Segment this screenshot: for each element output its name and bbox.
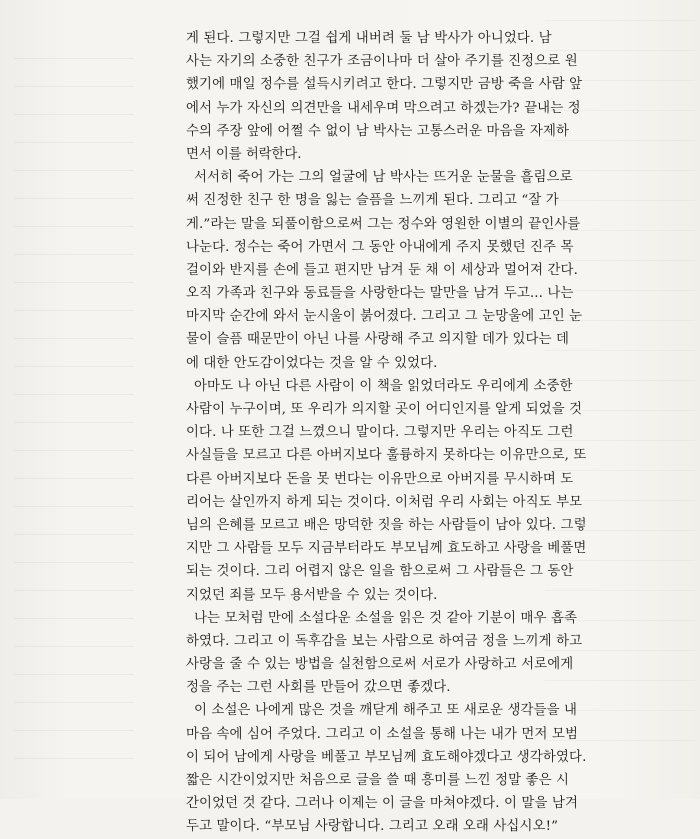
text-line: 나는 모처럼 만에 소설다운 소설을 읽은 것 같아 기분이 매우 흡족 (194, 610, 578, 626)
text-line: 사실들을 모르고 다른 아버지보다 훌륭하지 못하다는 이유만으로, 또 (186, 448, 587, 464)
text-line: 마지막 순간에 와서 눈시울이 붉어졌다. 그리고 그 눈망울에 고인 눈 (186, 309, 583, 325)
text-line: 정을 주는 그런 사회를 만들어 갔으면 좋겠다. (186, 680, 451, 696)
text-line: 아마도 나 아닌 다른 사람이 이 책을 읽었더라도 우리에게 소중한 (194, 378, 573, 394)
text-line: 하였다. 그리고 이 독후감을 보는 사람으로 하여금 정을 느끼게 하고 (186, 633, 583, 649)
text-line: 두고 말이다. “부모님 사랑합니다. 그리고 오래 오래 사십시오!” (186, 819, 559, 835)
text-line: 사랑을 줄 수 있는 방법을 실천함으로써 서로가 사랑하고 서로에게 (186, 657, 574, 673)
text-line: 했기에 매일 정수를 설득시키려고 한다. 그렇지만 금방 죽을 사람 앞 (186, 77, 583, 93)
text-line: 사는 자기의 소중한 친구가 조금이나마 더 살아 주기를 진정으로 원 (186, 54, 578, 70)
text-line: 님의 은혜를 모르고 배은 망덕한 짓을 하는 사람들이 남아 있다. 그렇 (186, 517, 587, 533)
text-line: 에서 누가 자신의 의견만을 내세우며 막으려고 하겠는가? 끝내는 정 (186, 100, 581, 116)
text-line: 지었던 죄를 모두 용서받을 수 있는 것이다. (186, 587, 438, 603)
text-line: 게 된다. 그렇지만 그걸 쉽게 내버려 둘 남 박사가 아니었다. 남 (186, 31, 552, 46)
text-line: 지만 그 사람들 모두 지금부터라도 부모님께 효도하고 사랑을 베풀면 (186, 541, 587, 557)
text-line: 수의 주장 앞에 어쩔 수 없이 남 박사는 고통스러운 마음을 자제하 (186, 123, 570, 139)
text-line: 게.”라는 말을 되풀이함으로써 그는 정수와 영원한 이별의 끝인사를 (186, 216, 581, 232)
text-line: 물이 슬픔 때문만이 아닌 나를 사랑해 주고 의지할 데가 있다는 데 (186, 332, 570, 348)
body-text (186, 27, 679, 835)
text-line: 이 소설은 나에게 많은 것을 깨닫게 해주고 또 새로운 생각들을 내 (194, 703, 578, 719)
text-line: 짧은 시간이었지만 처음으로 글을 쓸 때 흥미를 느낀 정말 좋은 시 (186, 773, 570, 788)
bleed-through-left (14, 40, 134, 760)
text-line: 리어는 살인까지 하게 되는 것이다. 이처럼 우리 사회는 아직도 부모 (186, 494, 583, 510)
text-line: 간이었던 것 같다. 그러나 이제는 이 글을 마쳐야겠다. 이 말을 남겨 (186, 796, 578, 812)
text-line: 써 진정한 친구 한 명을 잃는 슬픔을 느끼게 된다. 그리고 “잘 가 (186, 193, 559, 209)
text-line: 마음 속에 심어 주었다. 그리고 이 소설을 통해 나는 내가 먼저 모범 (186, 726, 578, 742)
text-line: 에 대한 안도감이었다는 것을 알 수 있었다. (186, 355, 438, 371)
text-line: 되는 것이다. 그리 어렵지 않은 일을 함으로써 그 사람들은 그 동안 (186, 564, 574, 580)
text-line: 나눈다. 정수는 죽어 가면서 그 동안 아내에게 주지 못했던 진주 목 (186, 239, 574, 255)
text-line: 이다. 나 또한 그걸 느꼈으니 말이다. 그렇지만 우리는 아직도 그런 (186, 425, 574, 441)
text-line: 오직 가족과 친구와 동료들을 사랑한다는 말만을 남겨 두고... 나는 (186, 286, 574, 302)
text-line: 다른 아버지보다 돈을 못 번다는 이유만으로 아버지를 무시하며 도 (186, 471, 574, 487)
text-line: 서서히 죽어 가는 그의 얼굴에 남 박사는 뜨거운 눈물을 흘림으로 (194, 170, 573, 186)
text-line: 걸이와 반지를 손에 들고 편지만 남겨 둔 채 이 세상과 멀어져 간다. (186, 262, 578, 278)
text-line: 사람이 누구이며, 또 우리가 의지할 곳이 어디인지를 알게 되었을 것 (186, 402, 583, 417)
text-line: 면서 이를 허락한다. (186, 146, 302, 162)
text-line: 이 되어 남에게 사랑을 베풀고 부모님께 효도해야겠다고 생각하였다. (186, 749, 587, 765)
